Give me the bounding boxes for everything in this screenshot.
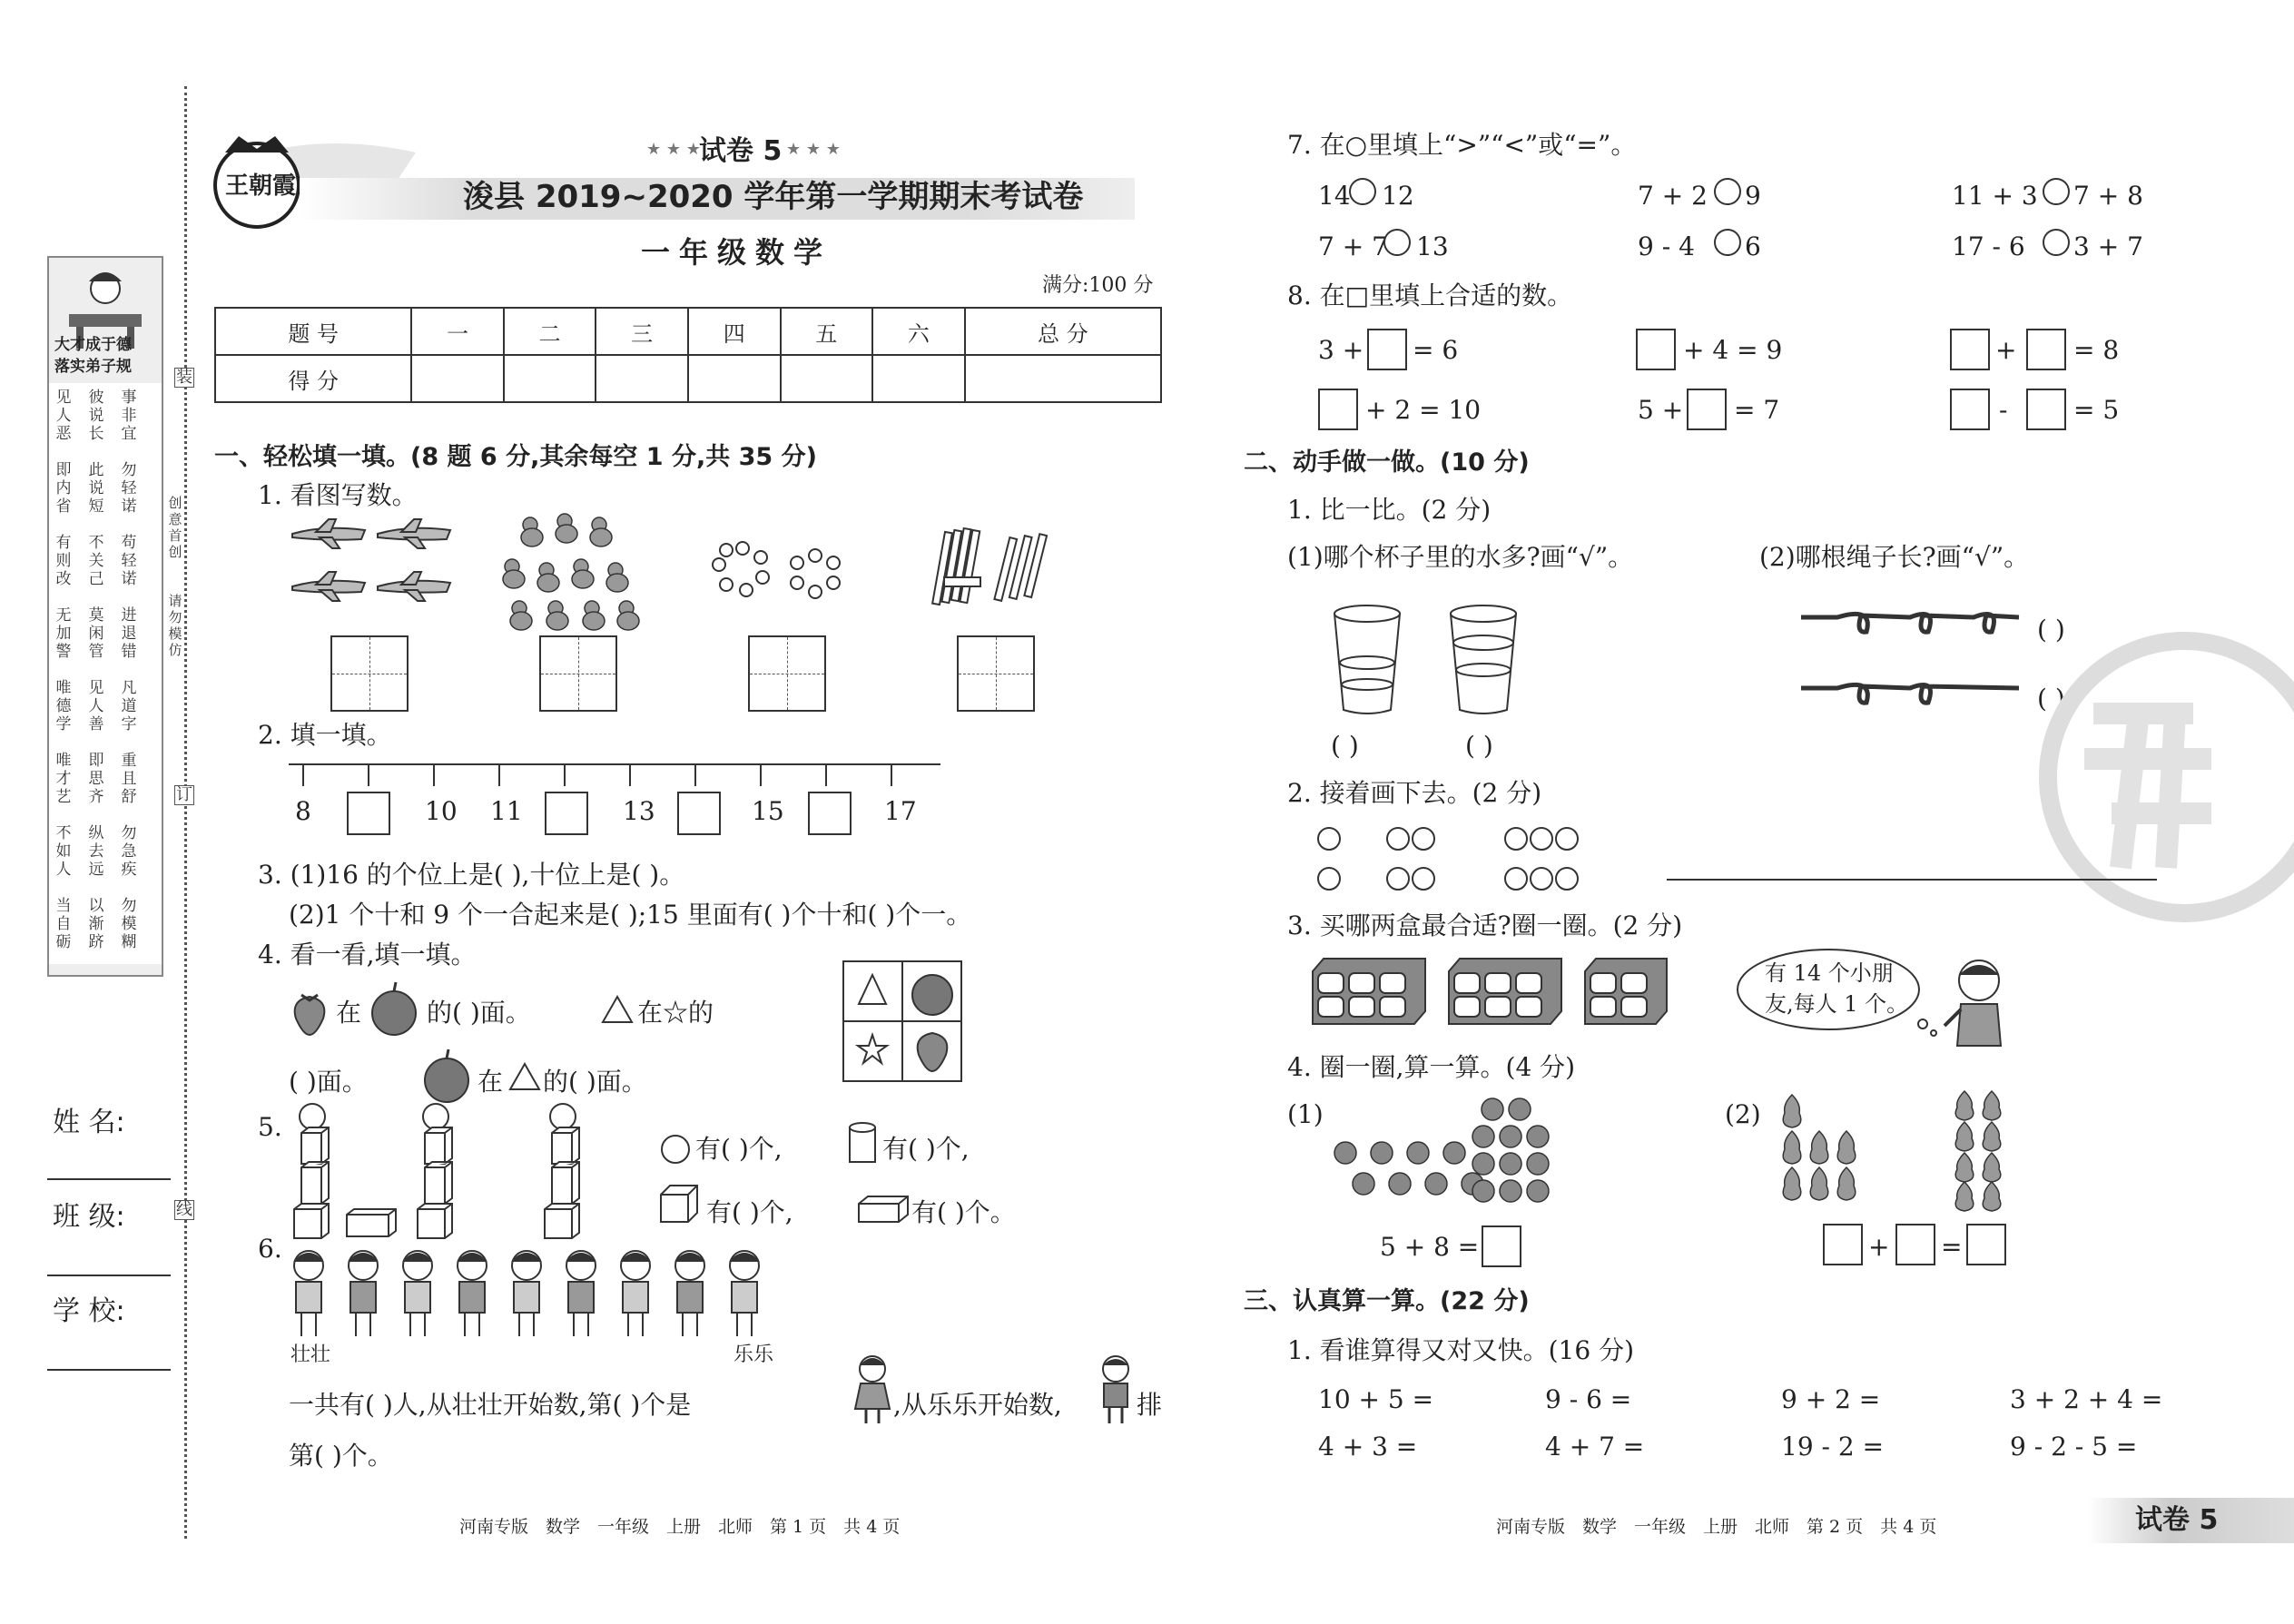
class-label: 班 级: bbox=[53, 1201, 125, 1233]
footer-right: 河南专版 数学 一年级 上册 北师 第 2 页 共 4 页 bbox=[1496, 1517, 1937, 1537]
score-header-7: 总 分 bbox=[965, 308, 1161, 355]
q7-circle-3[interactable] bbox=[2043, 178, 2070, 205]
cylinder-icon bbox=[848, 1122, 877, 1166]
calc-r2-c3[interactable]: 19 - 2 = bbox=[1781, 1432, 1885, 1462]
q4-position-grid bbox=[842, 960, 962, 1082]
s2-q3-label: 3. 买哪两盒最合适?圈一圈。(2 分) bbox=[1287, 910, 1683, 940]
q8-box-4[interactable] bbox=[2026, 329, 2066, 370]
q5-text-1b: 有( )个, bbox=[882, 1134, 970, 1164]
q3-part1: 3. (1)16 的个位上是( ),十位上是( )。 bbox=[258, 860, 685, 890]
score-cell-1[interactable] bbox=[411, 355, 504, 402]
s2-q4-equals: = bbox=[1941, 1232, 1963, 1262]
score-cell-7[interactable] bbox=[965, 355, 1161, 402]
apple-icon bbox=[369, 980, 419, 1035]
motto-column-5: 勿 轻 诺 bbox=[121, 461, 137, 516]
cut-mark-1: 装 bbox=[176, 368, 192, 387]
motto-column-7: 不 关 己 bbox=[88, 534, 104, 588]
q7-circle-1[interactable] bbox=[1349, 178, 1376, 205]
logo-text: 王朝霞 bbox=[225, 172, 297, 200]
q4-text-1a: 在 bbox=[336, 998, 362, 1028]
score-header-5: 五 bbox=[781, 308, 873, 355]
q7-label: 7. 在○里填上“>”“<”或“=”。 bbox=[1287, 130, 1637, 160]
q5-label: 5. bbox=[258, 1112, 282, 1142]
s2-q1-label: 1. 比一比。(2 分) bbox=[1287, 495, 1492, 525]
q7-circle-5[interactable] bbox=[1714, 229, 1741, 256]
score-table bbox=[214, 307, 1162, 403]
q7-c-right: 7 + 8 bbox=[2073, 181, 2143, 211]
number-line bbox=[289, 759, 979, 795]
s2-q4-answer-2[interactable] bbox=[1823, 1224, 1863, 1265]
q7-f-left: 17 - 6 bbox=[1952, 231, 2025, 261]
motto-column-group bbox=[54, 389, 154, 969]
motto-bottom: 落实弟子规 bbox=[54, 358, 132, 376]
motto-column-23: 勿 模 糊 bbox=[121, 897, 137, 951]
score-header-4: 四 bbox=[688, 308, 781, 355]
q8-c-eq: = 8 bbox=[2073, 335, 2120, 365]
motto-column-15: 唯 才 艺 bbox=[55, 752, 72, 806]
motto-column-17: 重 且 舒 bbox=[121, 752, 137, 806]
boy-thinking-icon bbox=[1943, 955, 2015, 1055]
number-line-17: 17 bbox=[884, 796, 917, 826]
full-score: 满分:100 分 bbox=[1042, 274, 1154, 297]
section1-title: 一、轻松填一填。(8 题 6 分,其余每空 1 分,共 35 分) bbox=[214, 443, 817, 471]
apple-icon-2 bbox=[421, 1048, 472, 1102]
ropes-picture bbox=[1801, 606, 2037, 715]
score-row-label: 得 分 bbox=[215, 355, 411, 402]
s2-q4-part1: (1) bbox=[1287, 1099, 1324, 1129]
q8-box-7[interactable] bbox=[1950, 389, 1990, 430]
number-line-box-12[interactable] bbox=[545, 792, 588, 835]
bead-rings-picture bbox=[706, 541, 852, 614]
rope-answer-2[interactable]: ( ) bbox=[2037, 684, 2065, 714]
q7-circle-2[interactable] bbox=[1714, 178, 1741, 205]
cut-mark-2: 订 bbox=[176, 785, 192, 804]
q8-box-5[interactable] bbox=[1318, 389, 1358, 430]
motto-column-6: 有 则 改 bbox=[55, 534, 72, 588]
number-line-box-16[interactable] bbox=[808, 792, 852, 835]
footer-left: 河南专版 数学 一年级 上册 北师 第 1 页 共 4 页 bbox=[459, 1517, 901, 1537]
q7-d-right: 13 bbox=[1416, 231, 1449, 261]
motto-column-2: 事 非 宜 bbox=[121, 389, 137, 443]
motto-column-11: 进 退 错 bbox=[121, 606, 137, 661]
q8-label: 8. 在□里填上合适的数。 bbox=[1287, 281, 1573, 310]
q8-a-text: 3 + bbox=[1318, 335, 1364, 365]
motto-column-21: 当 自 砺 bbox=[55, 897, 72, 951]
girl-icon bbox=[850, 1353, 895, 1425]
q7-a-right: 12 bbox=[1382, 181, 1414, 211]
q6-text-1c: 排 bbox=[1137, 1390, 1163, 1420]
motto-column-4: 此 说 短 bbox=[88, 461, 104, 516]
continue-pattern-line[interactable] bbox=[1667, 879, 2157, 881]
q8-d-eq: + 2 = 10 bbox=[1365, 395, 1482, 425]
q6-name-right: 乐乐 bbox=[733, 1343, 774, 1366]
s3-q1-label: 1. 看谁算得又对又快。(16 分) bbox=[1287, 1335, 1634, 1365]
number-line-15: 15 bbox=[752, 796, 784, 826]
number-line-8: 8 bbox=[295, 796, 311, 826]
q6-name-left: 壮壮 bbox=[290, 1343, 331, 1366]
score-header-2: 二 bbox=[504, 308, 596, 355]
motto-column-16: 即 思 齐 bbox=[88, 752, 104, 806]
class-field[interactable] bbox=[47, 1275, 171, 1276]
children-row-picture bbox=[287, 1245, 795, 1345]
footer-tab-label: 试卷 5 bbox=[2135, 1504, 2219, 1536]
q4-text-2a: ( )面。 bbox=[289, 1067, 368, 1097]
rope-answer-1[interactable]: ( ) bbox=[2037, 615, 2065, 645]
score-cell-6[interactable] bbox=[872, 355, 965, 402]
q8-a-eq: = 6 bbox=[1413, 335, 1459, 365]
q7-a-left: 14 bbox=[1318, 181, 1351, 211]
number-line-13: 13 bbox=[623, 796, 655, 826]
q1-label: 1. 看图写数。 bbox=[258, 480, 418, 510]
q6-text-2: 第( )个。 bbox=[289, 1441, 393, 1471]
school-field[interactable] bbox=[47, 1369, 171, 1371]
block-stacks-picture bbox=[289, 1102, 670, 1247]
motto-column-8: 苟 轻 诺 bbox=[121, 534, 137, 588]
q4-text-1c: 在☆的 bbox=[637, 998, 714, 1028]
q1-answer-box-2[interactable] bbox=[539, 635, 617, 712]
score-header-1: 一 bbox=[411, 308, 504, 355]
paper-label: 试卷 5 bbox=[699, 135, 783, 167]
q6-text-1b: ,从乐乐开始数, bbox=[893, 1390, 1062, 1420]
sphere-icon bbox=[659, 1133, 692, 1166]
q8-f-op: - bbox=[1999, 395, 2008, 425]
bubble-text-1: 有 14 个小朋 bbox=[1765, 960, 1894, 986]
s2-q4-plus: + bbox=[1868, 1232, 1890, 1262]
s2-q4-answer-1[interactable] bbox=[1482, 1225, 1521, 1267]
original-notice: 创 意 首 创 请 勿 模 仿 bbox=[168, 495, 182, 658]
number-line-box-14[interactable] bbox=[677, 792, 721, 835]
motto-column-13: 见 人 善 bbox=[88, 679, 104, 733]
q1-answer-box-3[interactable] bbox=[748, 635, 826, 712]
q2-label: 2. 填一填。 bbox=[258, 720, 392, 750]
score-header-0: 题 号 bbox=[215, 308, 411, 355]
calc-r1-c3[interactable]: 9 + 2 = bbox=[1781, 1384, 1881, 1414]
number-line-box-9[interactable] bbox=[347, 792, 390, 835]
motto-column-0: 见 人 恶 bbox=[55, 389, 72, 443]
score-header-6: 六 bbox=[872, 308, 965, 355]
q8-e-eq: = 7 bbox=[1734, 395, 1780, 425]
strawberry-icon bbox=[289, 988, 330, 1035]
name-label: 姓 名: bbox=[53, 1107, 125, 1138]
calc-r1-c4[interactable]: 3 + 2 + 4 = bbox=[2010, 1384, 2163, 1414]
s2-q4-answer-3[interactable] bbox=[1895, 1224, 1935, 1265]
circle-pattern bbox=[1316, 822, 1607, 904]
q5-text-2b: 有( )个。 bbox=[911, 1197, 1016, 1227]
q7-e-right: 6 bbox=[1745, 231, 1761, 261]
apples-picture bbox=[1325, 1098, 1561, 1207]
q8-c-op: + bbox=[1995, 335, 2017, 365]
stars-right: ★ ★ ★ bbox=[786, 140, 841, 159]
q7-f-right: 3 + 7 bbox=[2073, 231, 2143, 261]
q8-f-eq: = 5 bbox=[2073, 395, 2120, 425]
motto-column-10: 莫 闲 管 bbox=[88, 606, 104, 661]
calc-r2-c1[interactable]: 4 + 3 = bbox=[1318, 1432, 1418, 1462]
fruit-boxes-picture bbox=[1313, 957, 1694, 1038]
q4-text-2c: 的( )面。 bbox=[543, 1067, 647, 1097]
score-cell-2[interactable] bbox=[504, 355, 596, 402]
q3-part2: (2)1 个十和 9 个一合起来是( );15 里面有( )个十和( )个一。 bbox=[289, 900, 972, 930]
airplanes-picture bbox=[289, 514, 470, 614]
q1-answer-box-4[interactable] bbox=[957, 635, 1035, 712]
q7-b-right: 9 bbox=[1745, 181, 1761, 211]
chicks-picture bbox=[497, 508, 652, 626]
name-field[interactable] bbox=[47, 1178, 171, 1180]
motto-column-20: 勿 急 疾 bbox=[121, 824, 137, 879]
boy-icon bbox=[1095, 1353, 1137, 1425]
q4-text-2b: 在 bbox=[478, 1067, 504, 1097]
motto-column-9: 无 加 警 bbox=[55, 606, 72, 661]
q5-text-1a: 有( )个, bbox=[695, 1134, 783, 1164]
s2-q4-label: 4. 圈一圈,算一算。(4 分) bbox=[1287, 1052, 1576, 1082]
motto-column-1: 彼 说 长 bbox=[88, 389, 104, 443]
calc-r1-c1[interactable]: 10 + 5 = bbox=[1318, 1384, 1434, 1414]
s2-q2-label: 2. 接着画下去。(2 分) bbox=[1287, 778, 1542, 808]
cup-answer-1[interactable]: ( ) bbox=[1331, 731, 1359, 761]
cuboid-icon bbox=[857, 1195, 910, 1225]
motto-column-12: 唯 德 学 bbox=[55, 679, 72, 733]
motto-column-22: 以 渐 跻 bbox=[88, 897, 104, 951]
s2-q1-part2: (2)哪根绳子长?画“√”。 bbox=[1759, 542, 2030, 572]
bubble-text-2: 友,每人 1 个。 bbox=[1765, 991, 1909, 1017]
motto-column-14: 凡 道 字 bbox=[121, 679, 137, 733]
score-cell-3[interactable] bbox=[596, 355, 688, 402]
school-label: 学 校: bbox=[53, 1295, 125, 1327]
section3-title: 三、认真算一算。(22 分) bbox=[1244, 1287, 1530, 1315]
q5-text-2a: 有( )个, bbox=[706, 1197, 793, 1227]
binding-line bbox=[184, 86, 187, 1539]
q6-text-1a: 一共有( )人,从壮壮开始数,第( )个是 bbox=[289, 1390, 692, 1420]
q7-circle-4[interactable] bbox=[1383, 229, 1411, 256]
motto-column-3: 即 内 省 bbox=[55, 461, 72, 516]
number-line-11: 11 bbox=[490, 796, 523, 826]
cut-mark-3: 线 bbox=[176, 1200, 192, 1219]
triangle-icon-2 bbox=[508, 1062, 541, 1091]
q7-e-left: 9 - 4 bbox=[1638, 231, 1695, 261]
s2-q4-answer-4[interactable] bbox=[1966, 1224, 2006, 1265]
q7-b-left: 7 + 2 bbox=[1638, 181, 1708, 211]
q8-box-2[interactable] bbox=[1636, 329, 1676, 370]
exam-title: 浚县 2019~2020 学年第一学期期末考试卷 bbox=[463, 179, 1084, 215]
calc-r2-c2[interactable]: 4 + 7 = bbox=[1545, 1432, 1645, 1462]
score-header-3: 三 bbox=[596, 308, 688, 355]
s2-q1-part1: (1)哪个杯子里的水多?画“√”。 bbox=[1287, 542, 1634, 572]
triangle-icon bbox=[601, 995, 634, 1024]
section2-title: 二、动手做一做。(10 分) bbox=[1244, 448, 1530, 477]
score-cell-4[interactable] bbox=[688, 355, 781, 402]
q8-box-6[interactable] bbox=[1687, 389, 1727, 430]
calc-r2-c4[interactable]: 9 - 2 - 5 = bbox=[2010, 1432, 2138, 1462]
pears-picture bbox=[1774, 1086, 2046, 1213]
motto-column-18: 不 如 人 bbox=[55, 824, 72, 879]
q8-box-3[interactable] bbox=[1950, 329, 1990, 370]
q8-e-text: 5 + bbox=[1638, 395, 1684, 425]
score-cell-5[interactable] bbox=[781, 355, 873, 402]
sticks-picture bbox=[926, 523, 1053, 614]
calc-r1-c2[interactable]: 9 - 6 = bbox=[1545, 1384, 1632, 1414]
q1-answer-box-1[interactable] bbox=[330, 635, 409, 712]
q7-c-left: 11 + 3 bbox=[1952, 181, 2038, 211]
water-cups-picture bbox=[1331, 603, 1549, 721]
q8-box-8[interactable] bbox=[2026, 389, 2066, 430]
q8-box-1[interactable] bbox=[1367, 329, 1407, 370]
s2-q4-eq1: 5 + 8 = bbox=[1380, 1232, 1480, 1262]
q8-b-eq: + 4 = 9 bbox=[1683, 335, 1783, 365]
cube-icon bbox=[659, 1184, 699, 1224]
s2-q4-part2: (2) bbox=[1725, 1099, 1761, 1129]
q4-text-1b: 的( )面。 bbox=[427, 998, 531, 1028]
stars-left: ★ ★ ★ bbox=[646, 140, 701, 159]
motto-column-19: 纵 去 远 bbox=[88, 824, 104, 879]
motto-top: 大才成于德 bbox=[54, 336, 132, 354]
exam-subtitle: 一年级数学 bbox=[641, 235, 832, 270]
cup-answer-2[interactable]: ( ) bbox=[1465, 731, 1493, 761]
q7-circle-6[interactable] bbox=[2043, 229, 2070, 256]
q7-d-left: 7 + 7 bbox=[1318, 231, 1388, 261]
q6-label: 6. bbox=[258, 1234, 282, 1264]
number-line-10: 10 bbox=[425, 796, 458, 826]
q4-label: 4. 看一看,填一填。 bbox=[258, 940, 477, 969]
